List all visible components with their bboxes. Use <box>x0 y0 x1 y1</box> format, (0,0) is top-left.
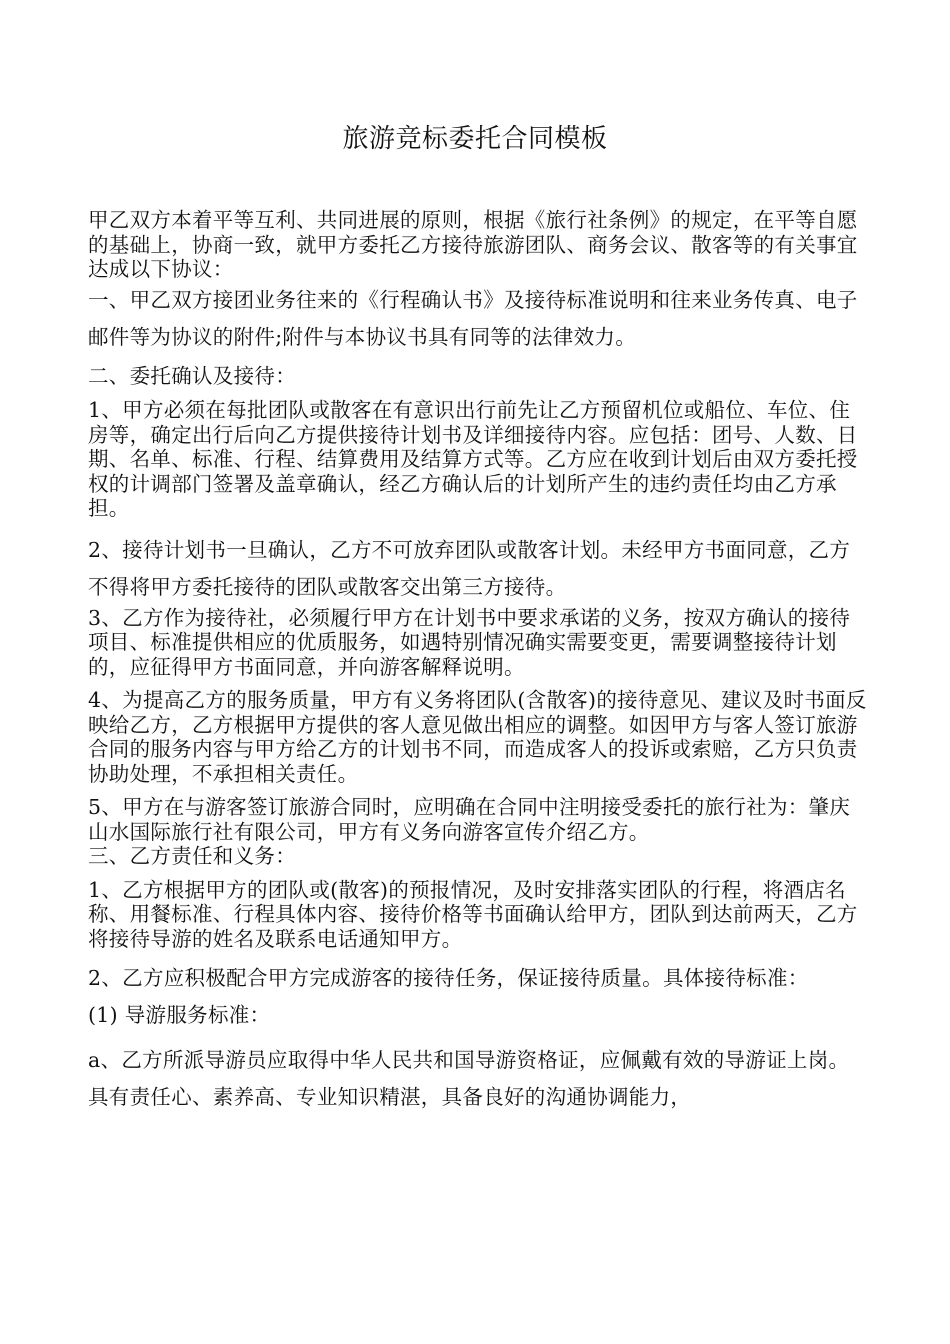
document-title: 旅游竞标委托合同模板 <box>342 124 608 154</box>
paragraph-2-4: 4、为提高乙方的服务质量，甲方有义务将团队(含散客)的接待意见、建议及时书面反映给乙方，乙方根据甲方提供的客人意见做出相应的调整。如因甲方与客人签订旅游合同的服务内容与甲方给乙方的计划书不同，而造成客人的投诉或索赔，乙方只负责协助处理，不承担相关责任。 <box>88 688 867 786</box>
paragraph-intro: 甲乙双方本着平等互利、共同进展的原则，根据《旅行社条例》的规定，在平等自愿的基础上，协商一致，就甲方委托乙方接待旅游团队、商务会议、散客等的有关事宜达成以下协议： <box>88 208 858 281</box>
document-body <box>88 208 868 1116</box>
paragraph-2-5: 5、甲方在与游客签订旅游合同时，应明确在合同中注明接受委托的旅行社为：肇庆山水国际旅行社有限公司，甲方有义务向游客宣传介绍乙方。 <box>88 795 851 844</box>
paragraph-heading-2: 二、委托确认及接待： <box>88 363 296 388</box>
paragraph-2-1: 1、甲方必须在每批团队或散客在有意识出行前先让乙方预留机位或船位、车位、住房等，确定出行后向乙方提供接待计划书及详细接待内容。应包括：团号、人数、日期、名单、标准、行程、结算费用及结算方式等。乙方应在收到计划后由双方委托授权的计调部门签署及盖章确认，经乙方确认后的计划所产生的违约责任均由乙方承担。 <box>88 398 858 520</box>
paragraph-2-3: 3、乙方作为接待社，必须履行甲方在计划书中要求承诺的义务，按双方确认的接待项目、标准提供相应的优质服务，如遇特别情况确实需要变更，需要调整接待计划的，应征得甲方书面同意，并向游客解释说明。 <box>88 605 851 679</box>
paragraph-3-2: 2、乙方应积极配合甲方完成游客的接待任务，保证接待质量。具体接待标准： <box>88 966 809 990</box>
paragraph-clause-1: 一、甲乙双方接团业务往来的《行程确认书》及接待标准说明和往来业务传真、电子邮件等为协议的附件;附件与本协议书具有同等的法律效力。 <box>88 287 858 349</box>
paragraph-3-1: 1、乙方根据甲方的团队或(散客)的预报情况，及时安排落实团队的行程，将酒店名称、用餐标准、行程具体内容、接待价格等书面确认给甲方，团队到达前两天，乙方将接待导游的姓名及联系电话通知甲方。 <box>88 877 858 951</box>
paragraph-heading-3: 三、乙方责任和义务： <box>88 844 296 868</box>
paragraph-3-2-1-a: a、乙方所派导游员应取得中华人民共和国导游资格证，应佩戴有效的导游证上岗。具有责任心、素养高、专业知识精湛，具备良好的沟通协调能力， <box>88 1048 850 1109</box>
paragraph-2-2: 2、接待计划书一旦确认，乙方不可放弃团队或散客计划。未经甲方书面同意，乙方不得将甲方委托接待的团队或散客交出第三方接待。 <box>88 537 851 599</box>
paragraph-3-2-1: (1) 导游服务标准： <box>88 1003 271 1027</box>
